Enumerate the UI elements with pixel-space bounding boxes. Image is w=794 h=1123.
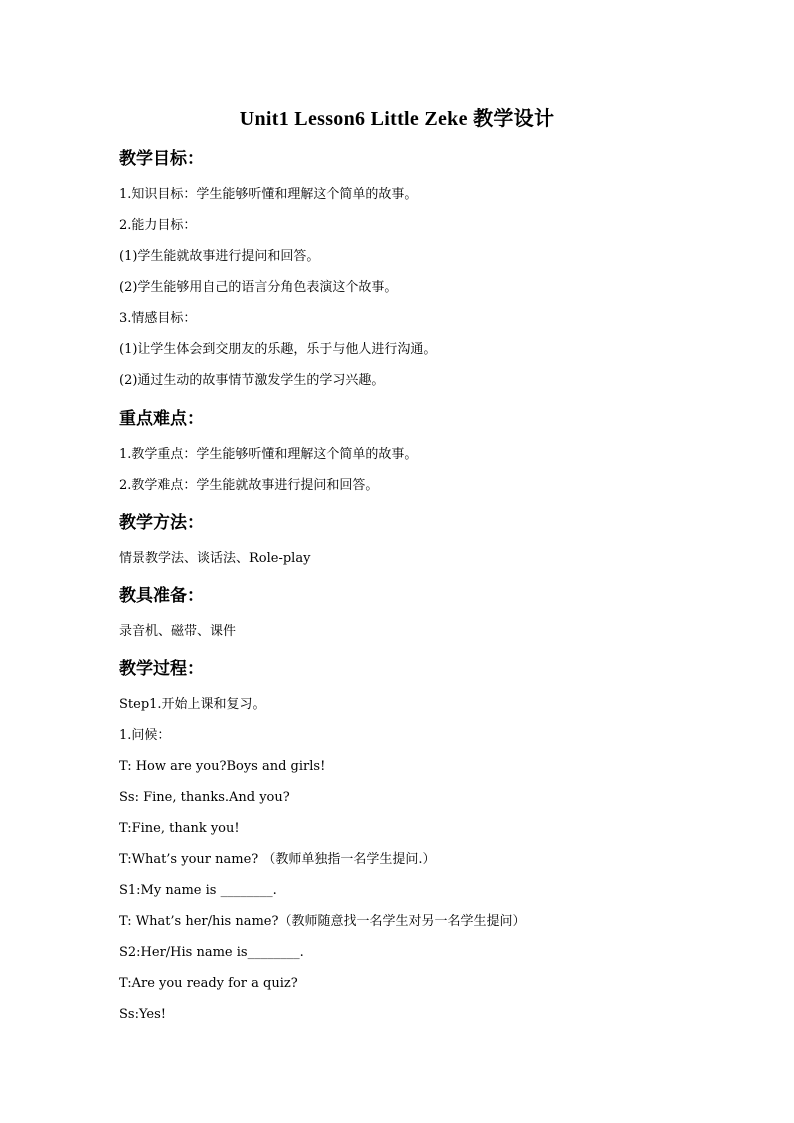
objective-line: 2.能力目标： <box>119 218 197 233</box>
section-heading-process: 教学过程： <box>119 659 204 679</box>
key-point-line: 2.教学难点：学生能就故事进行提问和回答。 <box>119 478 379 493</box>
process-line: 1.问候： <box>119 728 171 743</box>
process-line: T:Are you ready for a quiz? <box>119 976 298 991</box>
section-heading-key-points: 重点难点： <box>119 409 204 429</box>
process-line: T: How are you?Boys and girls! <box>119 759 326 774</box>
objective-line: (1)学生能就故事进行提问和回答。 <box>119 249 320 264</box>
objective-line: 3.情感目标： <box>119 311 197 326</box>
key-point-line: 1.教学重点：学生能够听懂和理解这个简单的故事。 <box>119 447 418 462</box>
objective-line: (1)让学生体会到交朋友的乐趣，乐于与他人进行沟通。 <box>119 342 437 357</box>
objective-line: (2)学生能够用自己的语言分角色表演这个故事。 <box>119 280 398 295</box>
process-line: Step1.开始上课和复习。 <box>119 697 266 712</box>
section-heading-materials: 教具准备： <box>119 586 204 606</box>
process-line: S2:Her/His name is________. <box>119 945 304 960</box>
materials-line: 录音机、磁带、课件 <box>119 624 237 639</box>
document-title: Unit1 Lesson6 Little Zeke 教学设计 <box>239 108 555 130</box>
process-line: Ss: Fine, thanks.And you? <box>119 790 290 805</box>
process-line: S1:My name is ________. <box>119 883 277 898</box>
section-heading-methods: 教学方法： <box>119 513 204 533</box>
objective-line: (2)通过生动的故事情节激发学生的学习兴趣。 <box>119 373 385 388</box>
process-line: T:What’s your name? （教师单独指一名学生提问.） <box>119 852 436 867</box>
process-line: Ss:Yes! <box>119 1007 166 1022</box>
method-line: 情景教学法、谈话法、Role-play <box>119 551 311 566</box>
section-heading-objectives: 教学目标： <box>119 149 204 169</box>
objective-line: 1.知识目标：学生能够听懂和理解这个简单的故事。 <box>119 187 418 202</box>
process-line: T: What’s her/his name?（教师随意找一名学生对另一名学生提问） <box>119 914 526 929</box>
process-line: T:Fine, thank you! <box>119 821 240 836</box>
